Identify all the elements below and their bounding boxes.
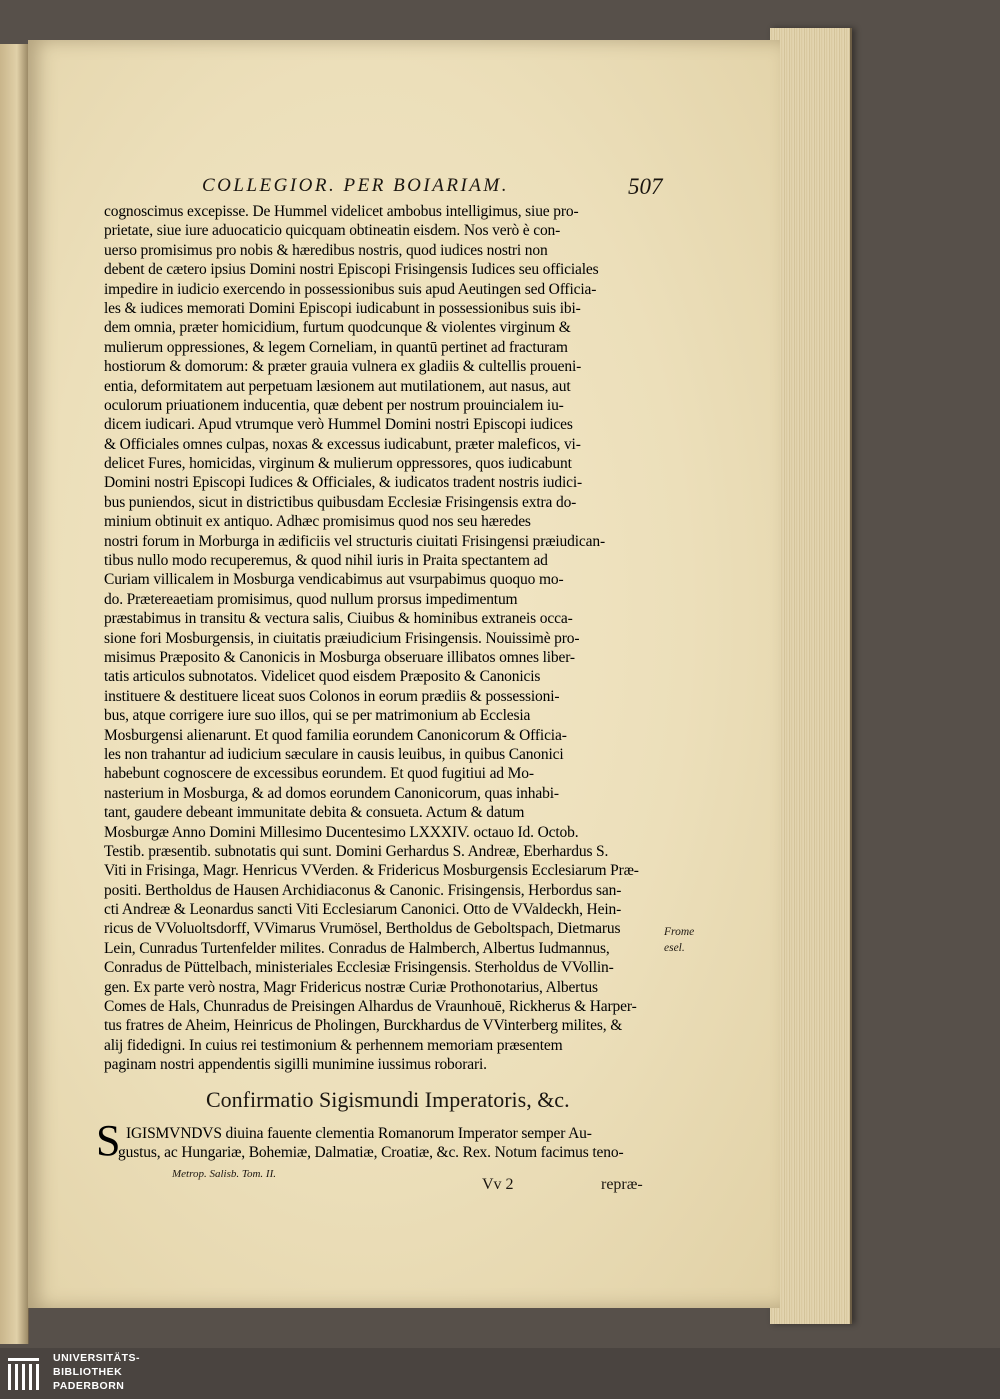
- margin-note: [664, 924, 694, 956]
- decree-line-text: IGISMVNDVS diuina fauente clementia Romanorum Imperator semper Au-: [126, 1125, 592, 1142]
- text-line: misimus Præposito & Canonicis in Mosburga obseruare illibatos omnes liber-: [104, 648, 575, 666]
- library-name-line: PADERBORN: [53, 1380, 125, 1392]
- page-block-edges: [770, 28, 852, 1324]
- text-line: tant, gaudere debeant immunitate debita & consueta. Actum & datum: [104, 804, 525, 822]
- text-line: præstabimus in transitu & vectura salis, Ciuibus & hominibus extraneis occa-: [104, 610, 573, 628]
- text-line: Testib. præsentib. subnotatis qui sunt. Domini Gerhardus S. Andreæ, Eberhardus S.: [104, 842, 609, 860]
- margin-note-line: esel.: [664, 942, 685, 954]
- text-line: Conradus de Püttelbach, ministeriales Ecclesiæ Frisingensis. Sterholdus de VVollin-: [104, 959, 614, 977]
- text-line: tibus nullo modo recuperemus, & quod nihil iuris in Praita spectantem ad: [104, 552, 548, 570]
- catchword: repræ-: [601, 1176, 643, 1193]
- text-line: paginam nostri appendentis sigilli munimine iussimus roborari.: [104, 1056, 487, 1074]
- text-line: minium obtinuit ex antiquo. Adhæc promisimus quod nos seu hæredes: [104, 513, 531, 531]
- library-name: [53, 1351, 140, 1393]
- text-line: impedire in iudicio exercendo in possessionibus suis apud Aeutingen sed Officia-: [104, 280, 597, 298]
- left-page-edge: [0, 44, 29, 1344]
- quire-mark: Vv 2: [482, 1176, 514, 1193]
- text-line: alij fidedigni. In cuius rei testimonium & perhennem memoriam præsentem: [104, 1036, 563, 1054]
- text-line: positi. Bertholdus de Hausen Archidiaconus & Canonic. Frisingensis, Herbordus san-: [104, 881, 622, 899]
- text-line: mulierum oppressiones, & legem Corneliam, in quantū pertinet ad fracturam: [104, 338, 568, 356]
- text-line: oculorum priuationem inducentia, quæ debent per nostrum prouincialem iu-: [104, 396, 564, 414]
- drop-cap: S: [96, 1116, 121, 1165]
- text-line: hostiorum & domorum: & præter grauia vulnera ex gladiis & cultellis proueni-: [104, 358, 582, 376]
- text-line: bus, atque corrigere iure suo illos, qui se per matrimonium ab Ecclesia: [104, 707, 531, 725]
- text-line: debent de cætero ipsius Domini nostri Episcopi Frisingensis Iudices seu officiales: [104, 261, 599, 279]
- book-page: [28, 40, 780, 1308]
- margin-note-line: Frome: [664, 926, 695, 938]
- signature-mark: Metrop. Salisb. Tom. II.: [172, 1168, 276, 1180]
- running-head: COLLEGIOR. PER BOIARIAM.: [202, 175, 509, 196]
- text-line: cti Andreæ & Leonardus sancti Viti Ecclesiarum Canonici. Otto de VValdeckh, Hein-: [104, 901, 622, 919]
- section-heading: Confirmatio Sigismundi Imperatoris, &c.: [206, 1087, 570, 1112]
- text-line: delicet Fures, homicidas, virginum & mulierum oppressores, quos iudicabunt: [104, 455, 572, 473]
- page-number: 507: [628, 174, 663, 199]
- text-line: Mosburgensi alienarunt. Et quod familia eorundem Canonicorum & Officia-: [104, 726, 567, 744]
- library-name-line: BIBLIOTHEK: [53, 1366, 123, 1378]
- body-text: [104, 202, 664, 1075]
- text-line: Curiam villicalem in Mosburga vendicabimus aut vsurpabimus quoquo mo-: [104, 571, 564, 589]
- text-line: Mosburgæ Anno Domini Millesimo Ducentesimo LXXXIV. octauo Id. Octob.: [104, 823, 579, 841]
- decree-text: [96, 1116, 664, 1165]
- text-line: Domini nostri Episcopi Iudices & Officiales, & iudicatos tradent nostris iudici-: [104, 474, 583, 492]
- text-line: Comes de Hals, Chunradus de Preisingen Alhardus de Vraunhouē, Rickherus & Harper-: [104, 998, 637, 1016]
- decree-line: gustus, ac Hungariæ, Bohemiæ, Dalmatiæ, Croatiæ, &c. Rex. Notum facimus teno-: [118, 1144, 624, 1162]
- text-line: les & iudices memorati Domini Episcopi iudicabunt in possessionibus suis ibi-: [104, 299, 581, 317]
- text-line: do. Prætereaetiam promisimus, quod nullum prorsus impedimentum: [104, 590, 518, 608]
- text-line: Viti in Frisinga, Magr. Henricus VVerden. & Fridericus Mosburgensis Ecclesiarum Præ-: [104, 862, 639, 880]
- library-logo-icon: [6, 1354, 46, 1392]
- text-line: ricus de VVoluoltsdorff, VVimarus Vrumösel, Bertholdus de Geboltspach, Dietmarus: [104, 920, 621, 938]
- text-line: gen. Ex parte verò nostra, Magr Fridericus nostræ Curiæ Prothonotarius, Albertus: [104, 978, 598, 996]
- text-line: & Officiales omnes culpas, noxas & excessus iudicabunt, præter maleficos, vi-: [104, 435, 581, 453]
- text-line: uerso promisimus pro nobis & hæredibus nostris, quod iudices nostri non: [104, 241, 548, 259]
- text-line: Lein, Cunradus Turtenfelder milites. Conradus de Halmberch, Albertus Iudmannus,: [104, 939, 610, 957]
- text-line: tatis articulos subnotatos. Videlicet quod eisdem Præposito & Canonicis: [104, 668, 541, 686]
- library-name-line: UNIVERSITÄTS-: [53, 1352, 141, 1364]
- text-line: nostri forum in Morburga in ædificiis vel structuris ciuitati Frisingensi præiudican-: [104, 532, 605, 550]
- text-line: bus puniendos, sicut in districtibus quibusdam Ecclesiæ Frisingensis extra do-: [104, 493, 577, 511]
- library-logo-bar: [0, 1348, 1000, 1399]
- text-line: nasterium in Mosburga, & ad domos eorundem Canonicorum, quas inhabi-: [104, 784, 559, 802]
- text-line: prietate, siue iure aduocaticio quicquam obtineatin eisdem. Nos verò è con-: [104, 222, 561, 240]
- text-line: les non trahantur ad iudicium sæculare in causis leuibus, in quibus Canonici: [104, 745, 564, 763]
- text-line: sione fori Mosburgensis, in ciuitatis præiudicium Frisingensis. Nouissimè pro-: [104, 629, 580, 647]
- text-line: dem omnia, præter homicidium, furtum quodcunque & violentes virginum &: [104, 319, 571, 337]
- text-line: instituere & destituere liceat suos Colonos in eorum prædiis & possessioni-: [104, 687, 560, 705]
- text-line: cognoscimus excepisse. De Hummel videlicet ambobus intelligimus, siue pro-: [104, 203, 579, 220]
- text-line: dicem iudicari. Apud vtrumque verò Hummel Domini nostri Episcopi iudices: [104, 416, 573, 434]
- text-line: habebunt cognoscere de excessibus eorundem. Et quod fugitiui ad Mo-: [104, 765, 534, 783]
- text-line: tus fratres de Aheim, Heinricus de Pholingen, Burckhardus de VVinterberg milites, &: [104, 1017, 623, 1035]
- text-line: entia, deformitatem aut perpetuam læsionem aut mutilationem, aut nasus, aut: [104, 377, 571, 395]
